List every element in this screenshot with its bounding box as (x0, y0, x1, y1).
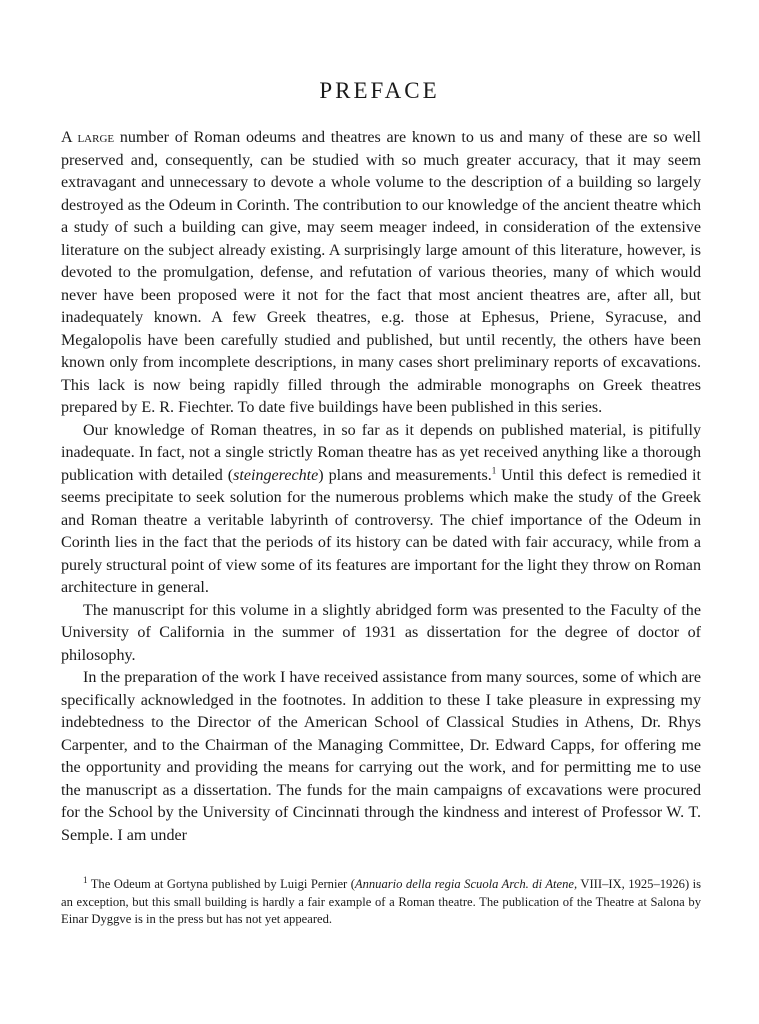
footnote-reference: 1 (491, 465, 497, 476)
paragraph-2-text-b: ) plans and measurements. (318, 466, 492, 484)
paragraph-2-text-a: Our knowledge of Roman theatres, in so far as it depends on published material, is pitifully inadequate. In fact, not a single strictly Roman theatre has as yet received anything like a thorough publication with detailed ( (61, 421, 701, 484)
paragraph-4: In the preparation of the work I have received assistance from many sources, some of which are specifically acknowledged in the footnotes. In addition to these I take pleasure in expressing my indebtedness to the Director of the American School of Classical Studies in Athens, Dr. Rhys Carpenter, and to the Chairman of the Managing Committee, Dr. Edward Capps, for offering me the opportunity and providing the means for carrying out the work, and for permitting me to use the manuscript as a dissertation. The funds for the main campaigns of excavations were procured for the School by the University of Cincinnati through the kindness and interest of Professor W. T. Semple. I am under (61, 669, 701, 844)
paragraph-1-text: number of Roman odeums and theatres are known to us and many of these are so well preserved and, consequently, can be studied with so much greater accuracy, that it may seem extravagant and unnecessary to devote a whole volume to the description of a building so largely destroyed as the Odeum in Corinth. The contribution to our knowledge of the ancient theatre which a study of such a building can give, may seem meager indeed, in consideration of the extensive literature on the subject already existing. A surprisingly large amount of this literature, however, is devoted to the promulgation, defense, and refutation of various theories, many of which would never have been proposed were it not for the fact that most ancient theatres are, after all, but inadequately known. A few Greek theatres, e.g. those at Ephesus, Priene, Syracuse, and Megalopolis have been carefully studied and published, but until recently, the others have been known only from incomplete descriptions, in many cases short preliminary reports of excavations. This lack is now being rapidly filled through the admirable monographs on Greek theatres prepared by E. R. Fiechter. To date five buildings have been published in this series. (61, 129, 701, 416)
footnote-italic: Annuario della regia Scuola Arch. di Atene, (354, 877, 578, 891)
paragraph-2-text-c: Until this defect is remedied it seems precipitate to seek solution for the numerous problems which make the study of the Greek and Roman theatre a veritable labyrinth of controversy. The chief importance of the Odeum in Corinth lies in the fact that the periods of its history can be dated with fair accuracy, while from a purely structural point of view some of its features are important for the light they throw on Roman architecture in general. (61, 466, 701, 596)
opening-words: A large (61, 129, 115, 146)
footnote (61, 876, 701, 929)
page-title: PREFACE (319, 78, 440, 103)
paragraph-3: The manuscript for this volume in a slightly abridged form was presented to the Faculty of the University of California in the summer of 1931 as dissertation for the degree of doctor of philosophy. (61, 601, 701, 664)
paragraph-1 (61, 127, 701, 420)
footnote-text-b: VIII–IX, 1925–1926) is an exception, but this small building is hardly a fair example of a Roman theatre. The publication of the Theatre at Salona by Einar Dyggve is in the press but has not yet appeared. (61, 877, 702, 926)
footnote-text-a: The Odeum at Gortyna published by Luigi Pernier ( (87, 877, 355, 891)
preface-body (61, 127, 701, 847)
paragraph-2 (61, 420, 701, 600)
footnote-marker: 1 (83, 874, 88, 885)
paragraph-2-italic: steingerechte (233, 466, 319, 484)
footnote-1 (61, 876, 701, 929)
